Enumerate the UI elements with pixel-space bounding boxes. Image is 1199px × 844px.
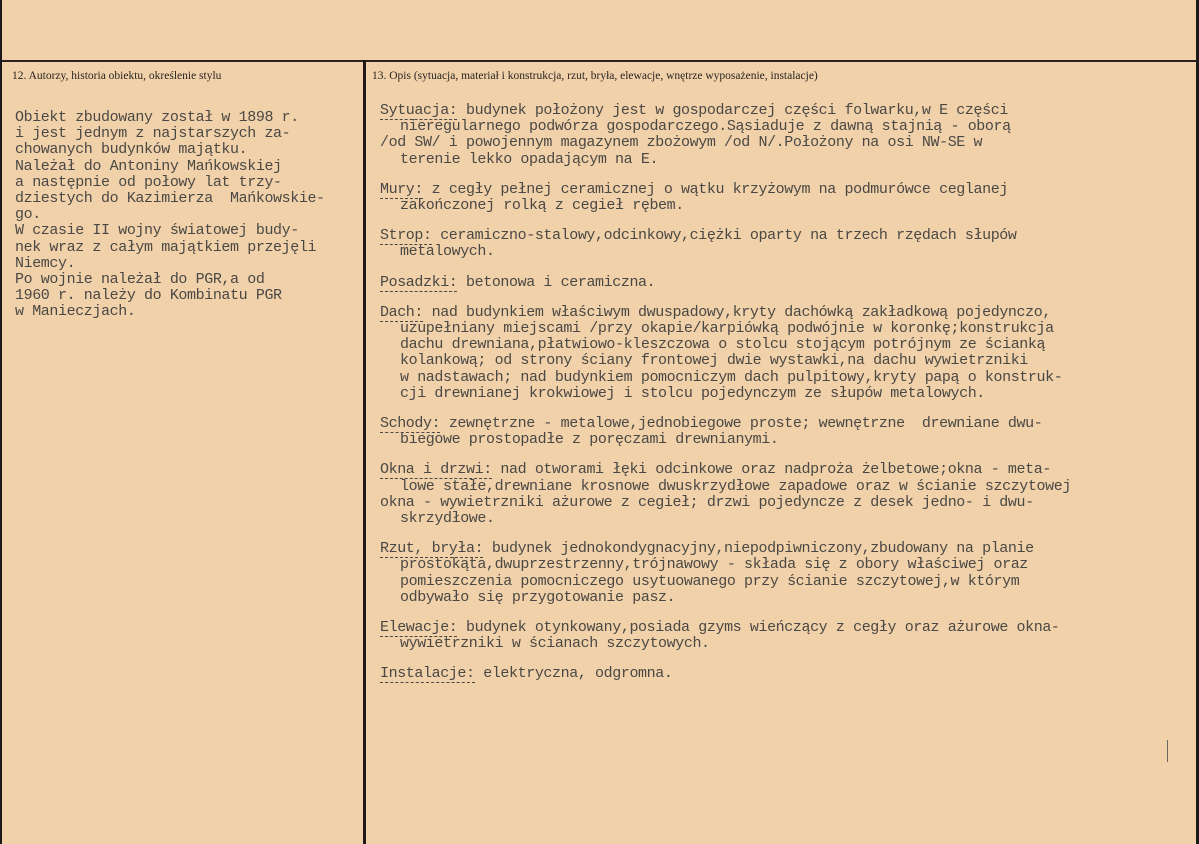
section-text: z cegły pełnej ceramicznej o wątku krzyżowym na podmurówce ceglanej: [423, 180, 1008, 198]
pencil-mark: [1167, 740, 1168, 762]
description-section: [380, 541, 1195, 606]
description-section: [380, 103, 1195, 168]
description-section: [380, 416, 1195, 448]
history-line: Należał do Antoniny Mańkowskiej: [15, 157, 282, 175]
section-line: lowe stałe,drewniane krosnowe dwuskrzydłowe zapadowe oraz w ścianie szczytowej: [400, 477, 1071, 495]
section-first-line: [380, 275, 1195, 291]
section-label: Strop:: [380, 227, 432, 245]
column-divider: [363, 60, 366, 844]
section-line: skrzydłowe.: [400, 510, 495, 528]
history-line: Niemcy.: [15, 254, 76, 272]
section-text: budynek otynkowany,posiada gzyms wieńczący z cegły oraz ażurowe okna-: [457, 619, 1060, 637]
section-line: odbywało się przygotowanie pasz.: [400, 588, 676, 606]
section-line: /od SW/ i powojennym magazynem zbożowym /od N/.Położony na osi NW-SE w: [380, 134, 983, 152]
section-label: Mury:: [380, 180, 424, 198]
section-first-line: [380, 666, 1195, 682]
history-line: W czasie II wojny światowej budy-: [15, 222, 299, 240]
section-label: Rzut, bryła:: [380, 540, 484, 558]
section-text: budynek jednokondygnacyjny,niepodpiwniczony,zbudowany na planie: [483, 540, 1034, 558]
section-line: pomieszczenia pomocniczego usytuowanego przy ścianie szczytowej,w którym: [400, 572, 1020, 590]
field-13-header: 13. Opis (sytuacja, materiał i konstrukcja, rzut, bryła, elewacje, wnętrze wyposażenie, instalacje): [372, 70, 818, 82]
header-rule: [2, 60, 1196, 62]
section-label: Okna i drzwi:: [380, 461, 492, 479]
description-section: [380, 666, 1195, 682]
section-first-line: [380, 228, 1195, 244]
section-line: biegowe prostopadłe z poręczami drewnianymi.: [400, 431, 779, 449]
section-first-line: [380, 305, 1195, 321]
section-line: uzupełniany miejscami /przy okapie/karpiówką podwójnie w koronkę;konstrukcja: [400, 320, 1054, 338]
section-first-line: [380, 103, 1195, 119]
section-line: cji drewnianej krokwiowej i stolcu pojedynczym ze słupów metalowych.: [400, 384, 985, 402]
description-section: [380, 462, 1195, 527]
section-first-line: [380, 416, 1195, 432]
section-line: wywietrzniki w ścianach szczytowych.: [400, 635, 710, 653]
history-line: dziestych do Kazimierza Mańkowskie-: [15, 190, 325, 208]
section-text: betonowa i ceramiczna.: [457, 273, 656, 291]
section-label: Sytuacja:: [380, 102, 458, 119]
description-section: [380, 275, 1195, 291]
section-label: Schody:: [380, 415, 441, 433]
history-line: go.: [15, 206, 41, 224]
history-line: 1960 r. należy do Kombinatu PGR: [15, 287, 282, 305]
section-label: Elewacje:: [380, 619, 458, 637]
history-line: nek wraz z całym majątkiem przejęli: [15, 238, 317, 256]
section-text: ceramiczno-stalowy,odcinkowy,ciężki oparty na trzech rzędach słupów: [431, 227, 1017, 245]
field-12-header: 12. Autorzy, historia obiektu, określenie stylu: [12, 70, 222, 82]
section-label: Posadzki:: [380, 273, 458, 291]
description-text: [380, 103, 1195, 697]
section-text: nad budynkiem właściwym dwuspadowy,kryty dachówką zakładkową pojedynczo,: [423, 303, 1051, 321]
section-first-line: [380, 620, 1195, 636]
section-text: nad otworami łęki odcinkowe oraz nadproża żelbetowe;okna - meta-: [491, 461, 1051, 479]
description-section: [380, 305, 1195, 402]
history-line: a następnie od połowy lat trzy-: [15, 173, 282, 191]
history-text: [15, 110, 325, 321]
section-text: elektryczna, odgromna.: [474, 665, 673, 683]
description-section: [380, 620, 1195, 652]
history-line: chowanych budynków majątku.: [15, 141, 248, 159]
section-line: zakończonej rolką z cegieł rębem.: [400, 197, 684, 215]
section-line: nieregularnego podwórza gospodarczego.Sąsiaduje z dawną stajnią - oborą: [400, 118, 1011, 136]
history-line: i jest jednym z najstarszych za-: [15, 125, 291, 143]
section-text: zewnętrzne - metalowe,jednobiegowe proste; wewnętrzne drewniane dwu-: [440, 415, 1043, 433]
section-label: Dach:: [380, 303, 424, 321]
section-line: terenie lekko opadającym na E.: [400, 150, 659, 168]
section-line: okna - wywietrzniki ażurowe z cegieł; drzwi pojedyncze z desek jedno- i dwu-: [380, 493, 1034, 511]
history-line: Po wojnie należał do PGR,a od: [15, 271, 265, 289]
section-line: metalowych.: [400, 243, 495, 261]
history-line: Obiekt zbudowany został w 1898 r.: [15, 109, 299, 126]
history-line: w Manieczjach.: [15, 303, 136, 321]
form-sheet: [2, 0, 1196, 844]
section-first-line: [380, 182, 1195, 198]
description-section: [380, 228, 1195, 260]
section-line: prostokąta,dwuprzestrzenny,trójnawowy - składa się z obory właściwej oraz: [400, 556, 1028, 574]
section-line: kolankową; od strony ściany frontowej dwie wystawki,na dachu wywietrzniki: [400, 352, 1028, 370]
section-text: budynek położony jest w gospodarczej części folwarku,w E części: [457, 102, 1008, 119]
description-section: [380, 182, 1195, 214]
section-line: dachu drewniana,płatwiowo-kleszczowa o stolcu stojącym potrójnym ze ścianką: [400, 336, 1046, 354]
section-line: w nadstawach; nad budynkiem pomocniczym dach pulpitowy,kryty papą o konstruk-: [400, 368, 1063, 386]
section-first-line: [380, 462, 1195, 478]
section-label: Instalacje:: [380, 665, 475, 683]
section-first-line: [380, 541, 1195, 557]
